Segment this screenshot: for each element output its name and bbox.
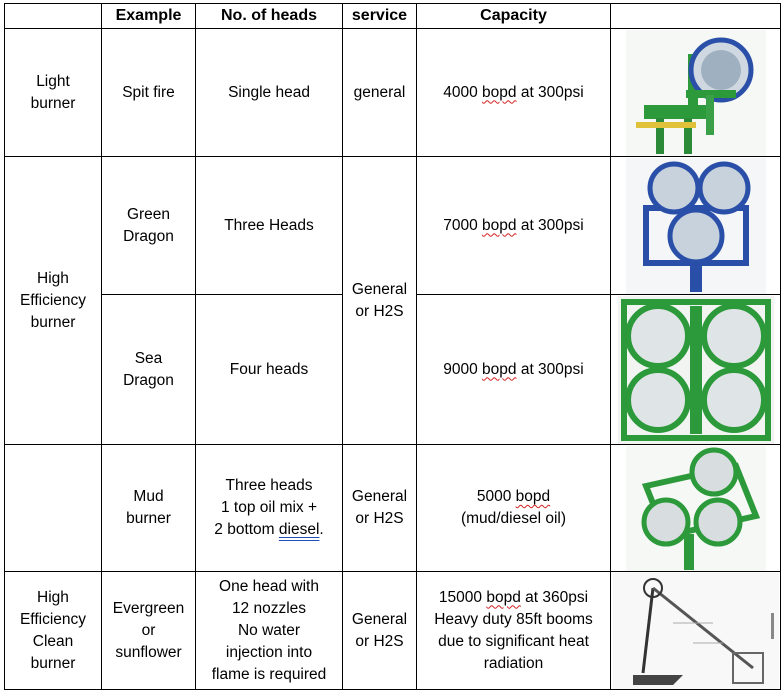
- capacity-clean-burner: 15000 bopd at 360psi Heavy duty 85ft booms due to significant heat radiation: [417, 572, 611, 690]
- heads-three: Three Heads: [196, 157, 343, 295]
- heads-single: Single head: [196, 29, 343, 157]
- burner-comparison-table: [4, 3, 781, 690]
- header-image: [611, 4, 781, 29]
- spit-fire-burner-image: [611, 29, 781, 157]
- sea-dragon-burner-image: [611, 295, 781, 445]
- example-sea-dragon: Sea Dragon: [102, 295, 196, 445]
- category-high-efficiency-burner: High Efficiency burner: [5, 157, 102, 445]
- header-example: Example: [102, 4, 196, 29]
- table-row-mud-burner: [5, 445, 781, 572]
- capacity-spit-fire: 4000 bopd at 300psi: [417, 29, 611, 157]
- table-row-green-dragon: [5, 157, 781, 295]
- capacity-green-dragon: 7000 bopd at 300psi: [417, 157, 611, 295]
- example-mud-burner: Mud burner: [102, 445, 196, 572]
- example-green-dragon: Green Dragon: [102, 157, 196, 295]
- mud-burner-image: [611, 445, 781, 572]
- category-light-burner: Light burner: [5, 29, 102, 157]
- evergreen-burner-diagram-image: [611, 572, 781, 690]
- header-service: service: [343, 4, 417, 29]
- green-dragon-burner-image: [611, 157, 781, 295]
- service-general-or-h2s-clean: General or H2S: [343, 572, 417, 690]
- capacity-sea-dragon: 9000 bopd at 300psi: [417, 295, 611, 445]
- category-high-efficiency-clean-burner: High Efficiency Clean burner: [5, 572, 102, 690]
- heads-four: Four heads: [196, 295, 343, 445]
- capacity-mud-burner: 5000 bopd (mud/diesel oil): [417, 445, 611, 572]
- table-row-light-burner: [5, 29, 781, 157]
- header-capacity: Capacity: [417, 4, 611, 29]
- heads-mud: Three heads 1 top oil mix + 2 bottom diesel.: [196, 445, 343, 572]
- header-row: [5, 4, 781, 29]
- example-spit-fire: Spit fire: [102, 29, 196, 157]
- service-general: general: [343, 29, 417, 157]
- header-blank: [5, 4, 102, 29]
- service-general-or-h2s-mud: General or H2S: [343, 445, 417, 572]
- example-evergreen-or-sunflower: Evergreen or sunflower: [102, 572, 196, 690]
- service-general-or-h2s-dragons: General or H2S: [343, 157, 417, 445]
- category-mud-blank: [5, 445, 102, 572]
- table-row-clean-burner: [5, 572, 781, 690]
- header-no-of-heads: No. of heads: [196, 4, 343, 29]
- heads-clean: One head with 12 nozzles No water injection into flame is required: [196, 572, 343, 690]
